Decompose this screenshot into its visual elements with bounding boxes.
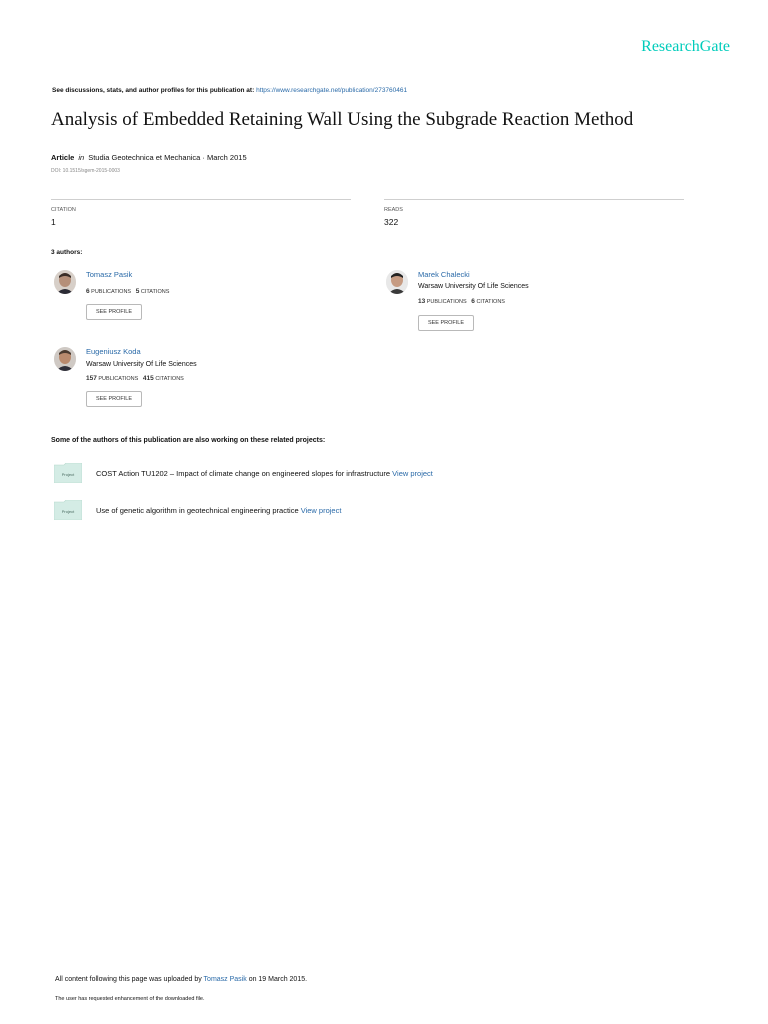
publications-count: 157	[86, 375, 97, 382]
author-stats	[86, 375, 184, 382]
see-profile-button[interactable]: SEE PROFILE	[86, 391, 142, 407]
view-project-link[interactable]: View project	[300, 506, 342, 515]
citation-divider	[51, 199, 351, 200]
see-profile-button[interactable]: SEE PROFILE	[418, 315, 474, 331]
citations-count: 6	[471, 298, 475, 305]
reads-count: 322	[384, 217, 399, 227]
related-projects-heading: Some of the authors of this publication are also working on these related projects:	[51, 437, 326, 444]
author-stats	[86, 288, 169, 295]
upload-date: on 19 March 2015.	[248, 976, 308, 983]
project-item-2	[96, 506, 341, 515]
see-discussions-line	[52, 87, 407, 94]
see-discussions-text: See discussions, stats, and author profiles for this publication at:	[52, 87, 255, 94]
publications-label: PUBLICATIONS	[98, 376, 139, 382]
citation-count: 1	[51, 217, 56, 227]
author-institution[interactable]: Warsaw University Of Life Sciences	[86, 361, 197, 368]
author-name[interactable]: Tomasz Pasik	[86, 270, 133, 279]
author-name[interactable]: Eugeniusz Koda	[86, 347, 141, 356]
publication-meta	[51, 153, 247, 162]
publication-title: Analysis of Embedded Retaining Wall Using the Subgrade Reaction Method	[51, 109, 634, 130]
researchgate-logo[interactable]: ResearchGate	[641, 38, 730, 55]
citations-count: 415	[142, 375, 154, 382]
article-type: Article	[51, 153, 75, 162]
in-text: in	[78, 153, 85, 162]
doi[interactable]: DOI: 10.1515/sgem-2015-0003	[51, 168, 120, 174]
view-project-link[interactable]: View project	[392, 469, 433, 478]
author-card-3	[54, 347, 354, 409]
citation-label: CITATION	[51, 207, 76, 213]
project-icon-label: Project	[61, 509, 75, 514]
author-card-2	[386, 270, 686, 332]
reads-divider	[384, 199, 684, 200]
project-item-1	[96, 469, 433, 478]
author-avatar[interactable]	[54, 270, 76, 294]
project-icon-label: Project	[61, 472, 75, 477]
citations-label: CITATIONS	[476, 299, 505, 305]
citations-label: CITATIONS	[155, 376, 184, 382]
upload-prefix: All content following this page was uploaded by	[55, 976, 202, 983]
author-card-1	[54, 270, 354, 326]
publications-label: PUBLICATIONS	[91, 289, 132, 295]
project-folder-icon	[54, 500, 82, 520]
reads-label: READS	[384, 207, 403, 213]
journal-name[interactable]: Studia Geotechnica et Mechanica · March 2015	[88, 153, 247, 162]
see-profile-button[interactable]: SEE PROFILE	[86, 304, 142, 320]
publications-count: 13	[418, 298, 426, 305]
project-title: COST Action TU1202 – Impact of climate change on engineered slopes for infrastructure	[96, 469, 391, 478]
citations-count: 5	[135, 288, 140, 295]
publication-url-link[interactable]: https://www.researchgate.net/publication/273760461	[256, 87, 408, 94]
citations-label: CITATIONS	[140, 289, 170, 295]
publications-label: PUBLICATIONS	[426, 299, 467, 305]
uploader-link[interactable]: Tomasz Pasik	[203, 976, 247, 983]
author-name[interactable]: Marek Chalecki	[418, 270, 470, 279]
enhancement-note: The user has requested enhancement of the downloaded file.	[55, 996, 205, 1002]
author-stats	[418, 298, 505, 305]
upload-notice	[55, 976, 307, 983]
project-folder-icon	[54, 463, 82, 483]
author-institution[interactable]: Warsaw University Of Life Sciences	[418, 283, 529, 290]
author-avatar[interactable]	[386, 270, 408, 294]
publications-count: 6	[86, 288, 90, 295]
project-title: Use of genetic algorithm in geotechnical engineering practice	[96, 506, 299, 515]
authors-heading: 3 authors:	[51, 249, 83, 256]
author-avatar[interactable]	[54, 347, 76, 371]
